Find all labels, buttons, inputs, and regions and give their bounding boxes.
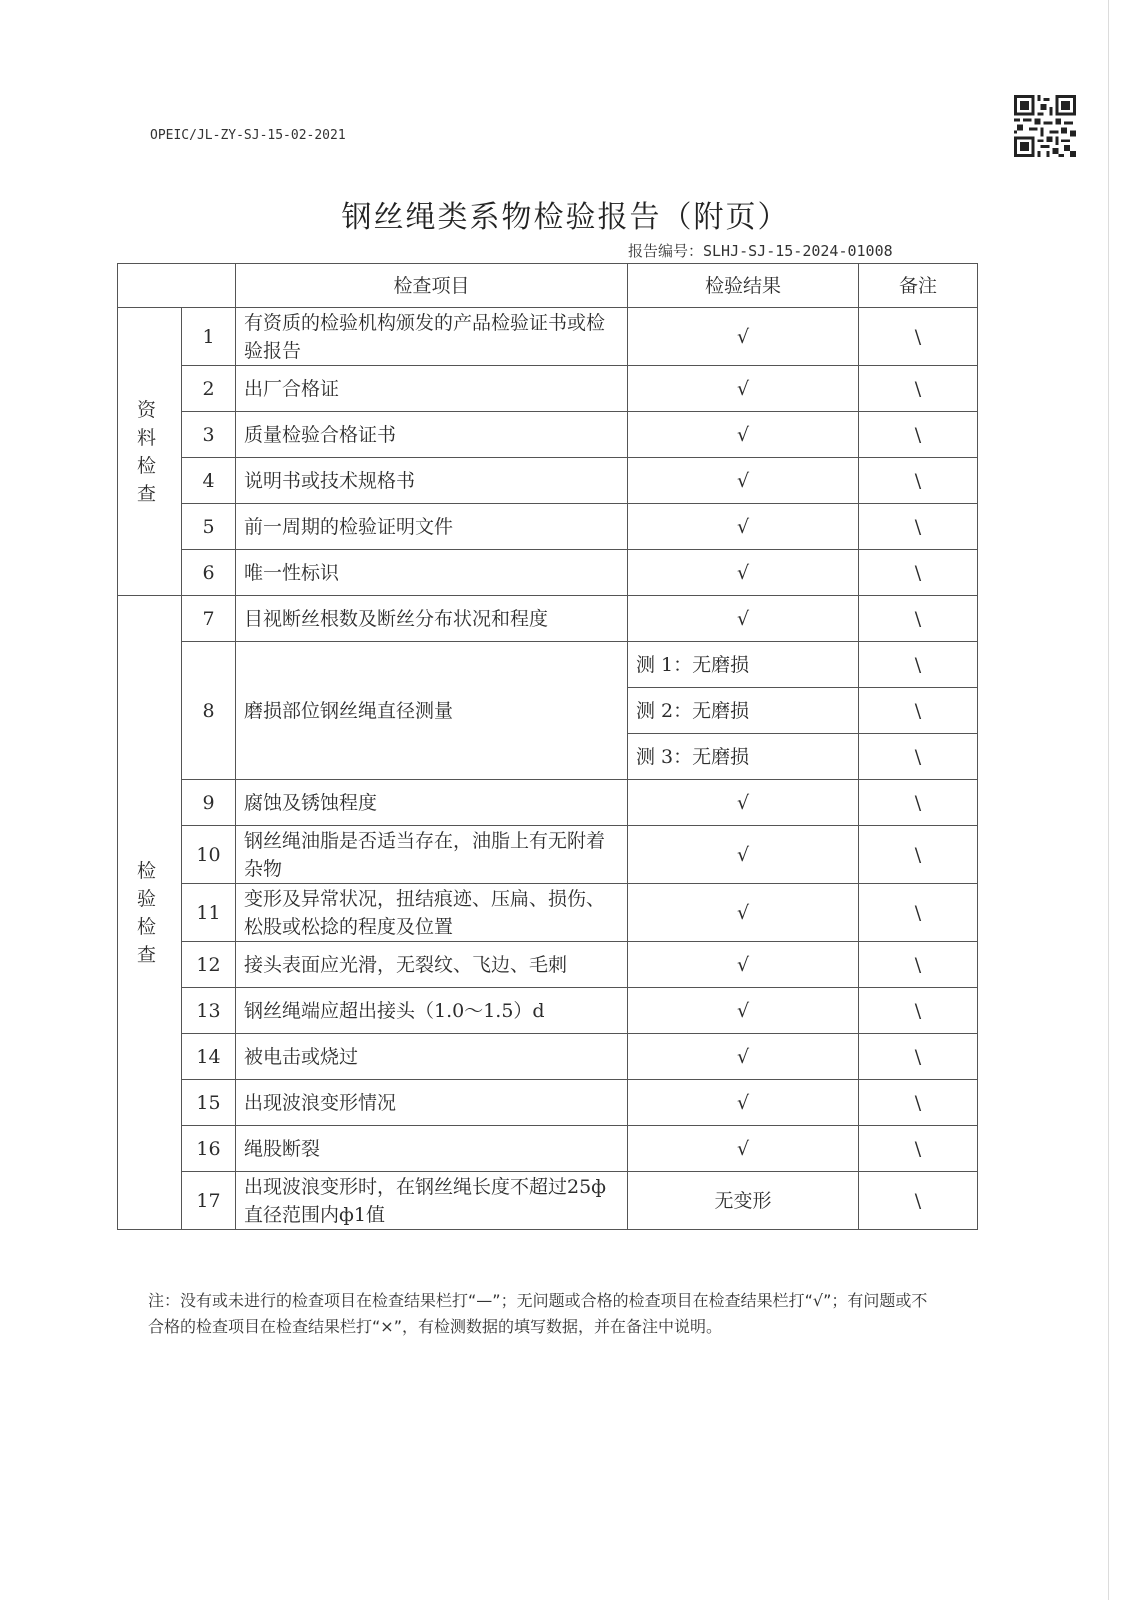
row-result: √ [628, 504, 859, 550]
row-result-measure-2: 测 2：无磨损 [628, 688, 859, 734]
row-item: 磨损部位钢丝绳直径测量 [236, 642, 628, 780]
row-remark: \ [859, 780, 978, 826]
row-number: 11 [182, 884, 236, 942]
row-result: √ [628, 988, 859, 1034]
row-remark: \ [859, 1126, 978, 1172]
row-item: 出厂合格证 [236, 366, 628, 412]
row-result: √ [628, 780, 859, 826]
header-remark: 备注 [859, 264, 978, 308]
row-item: 绳股断裂 [236, 1126, 628, 1172]
table-row [118, 1034, 978, 1080]
row-remark: \ [859, 550, 978, 596]
row-result: √ [628, 1034, 859, 1080]
row-remark: \ [859, 412, 978, 458]
row-item: 说明书或技术规格书 [236, 458, 628, 504]
row-number: 9 [182, 780, 236, 826]
row-remark: \ [859, 826, 978, 884]
row-result: √ [628, 826, 859, 884]
footnote: 注：没有或未进行的检查项目在检查结果栏打“—”；无问题或合格的检查项目在检查结果栏打“√”；有问题或不合格的检查项目在检查结果栏打“×”，有检测数据的填写数据，并在备注中说明。 [148, 1291, 928, 1336]
row-result-measure-1: 测 1：无磨损 [628, 642, 859, 688]
row-item: 变形及异常状况，扭结痕迹、压扁、损伤、松股或松捻的程度及位置 [236, 884, 628, 942]
row-number: 5 [182, 504, 236, 550]
table-row [118, 366, 978, 412]
report-number: 报告编号：SLHJ-SJ-15-2024-01008 [628, 242, 893, 260]
row-remark: \ [859, 1080, 978, 1126]
row-remark: \ [859, 366, 978, 412]
row-number: 12 [182, 942, 236, 988]
row-remark: \ [859, 1034, 978, 1080]
row-result: √ [628, 942, 859, 988]
row-number: 16 [182, 1126, 236, 1172]
row-remark: \ [859, 688, 978, 734]
row-result: √ [628, 366, 859, 412]
row-number: 7 [182, 596, 236, 642]
row-item: 唯一性标识 [236, 550, 628, 596]
row-item: 被电击或烧过 [236, 1034, 628, 1080]
row-result: √ [628, 308, 859, 366]
table-row [118, 642, 978, 688]
row-number: 6 [182, 550, 236, 596]
row-item: 前一周期的检验证明文件 [236, 504, 628, 550]
row-number: 8 [182, 642, 236, 780]
table-row [118, 308, 978, 366]
table-row [118, 1080, 978, 1126]
row-remark: \ [859, 504, 978, 550]
row-item: 目视断丝根数及断丝分布状况和程度 [236, 596, 628, 642]
row-item: 出现波浪变形情况 [236, 1080, 628, 1126]
table-row [118, 412, 978, 458]
table-row [118, 826, 978, 884]
section-docs-check: 资料检查 [118, 308, 182, 596]
table-header-row [118, 264, 978, 308]
row-remark: \ [859, 988, 978, 1034]
table-row [118, 458, 978, 504]
row-number: 17 [182, 1172, 236, 1230]
row-number: 4 [182, 458, 236, 504]
page-title: 钢丝绳类系物检验报告（附页） [341, 200, 790, 235]
row-item: 钢丝绳油脂是否适当存在，油脂上有无附着杂物 [236, 826, 628, 884]
row-number: 15 [182, 1080, 236, 1126]
row-remark: \ [859, 734, 978, 780]
row-number: 1 [182, 308, 236, 366]
row-number: 3 [182, 412, 236, 458]
table-row [118, 884, 978, 942]
row-remark: \ [859, 942, 978, 988]
header-result: 检验结果 [628, 264, 859, 308]
qr-code-icon [1014, 95, 1076, 157]
document-code: OPEIC/JL-ZY-SJ-15-02-2021 [150, 128, 346, 143]
row-remark: \ [859, 884, 978, 942]
table-row [118, 988, 978, 1034]
table-row [118, 780, 978, 826]
row-result: √ [628, 1126, 859, 1172]
table-row [118, 596, 978, 642]
row-item: 腐蚀及锈蚀程度 [236, 780, 628, 826]
row-item: 质量检验合格证书 [236, 412, 628, 458]
header-item: 检查项目 [236, 264, 628, 308]
row-remark: \ [859, 308, 978, 366]
row-result-measure-3: 测 3：无磨损 [628, 734, 859, 780]
table-row [118, 1172, 978, 1230]
row-number: 13 [182, 988, 236, 1034]
row-item: 钢丝绳端应超出接头（1.0～1.5）d [236, 988, 628, 1034]
section-inspection-check: 检验检查 [118, 596, 182, 1230]
row-result: √ [628, 1080, 859, 1126]
row-remark: \ [859, 642, 978, 688]
row-remark: \ [859, 596, 978, 642]
row-number: 2 [182, 366, 236, 412]
row-result: √ [628, 884, 859, 942]
row-item: 接头表面应光滑，无裂纹、飞边、毛刺 [236, 942, 628, 988]
row-result: 无变形 [628, 1172, 859, 1230]
row-number: 10 [182, 826, 236, 884]
page-edge-line [1108, 0, 1109, 1600]
header-blank-cell [118, 264, 236, 308]
table-row [118, 550, 978, 596]
inspection-table [117, 263, 978, 1230]
table-row [118, 504, 978, 550]
row-result: √ [628, 412, 859, 458]
row-item: 有资质的检验机构颁发的产品检验证书或检验报告 [236, 308, 628, 366]
table-row [118, 942, 978, 988]
row-result: √ [628, 596, 859, 642]
row-remark: \ [859, 1172, 978, 1230]
row-result: √ [628, 458, 859, 504]
row-number: 14 [182, 1034, 236, 1080]
table-row [118, 1126, 978, 1172]
row-result: √ [628, 550, 859, 596]
row-item: 出现波浪变形时，在钢丝绳长度不超过25ф直径范围内ф1值 [236, 1172, 628, 1230]
row-remark: \ [859, 458, 978, 504]
